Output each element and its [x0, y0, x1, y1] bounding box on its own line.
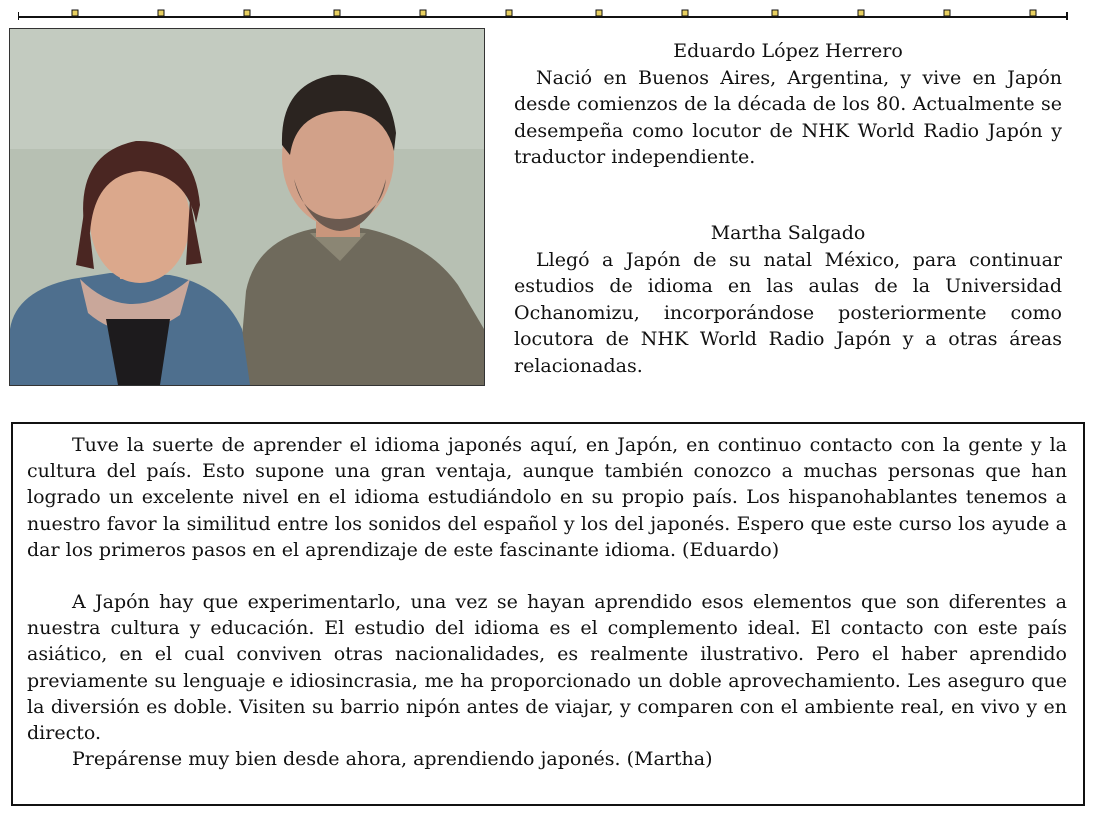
essay-paragraph-martha-closing: Prepárense muy bien desde ahora, aprendiendo japonés. (Martha) [72, 748, 713, 771]
essay-paragraph-martha: A Japón hay que experimentarlo, una vez se hayan aprendido esos elementos que son diferentes a nuestra cultura y educación. El estudio del idioma es el complemento ideal. El contacto con este país asiático, en el cual conviven otras nacionalidades, es realmente ilustrativo. Pero el haber aprendido previamente su lenguaje e idiosincrasia, me ha proporcionado un doble aprovechamiento. Les aseguro que la diversión es doble. Visiten su barrio nipón antes de viajar, y comparen con el ambiente real, en vivo y en directo. [27, 591, 1067, 745]
decorative-top-border [18, 8, 1068, 20]
profile-eduardo [514, 38, 1062, 171]
profile-bio: Nació en Buenos Aires, Argentina, y vive en Japón desde comienzos de la década de los 80. Actualmente se desempeña como locutor de NHK World Radio Japón y traductor independiente. [514, 66, 1062, 168]
profile-bio: Llegó a Japón de su natal México, para continuar estudios de idioma en las aulas de la Universidad Ochanomizu, incorporándose posteriormente como locutora de NHK World Radio Japón y a otras áreas relacionadas. [514, 248, 1062, 377]
paragraph-gap [27, 563, 1067, 589]
profile-martha [514, 220, 1062, 379]
essay-box [11, 422, 1085, 806]
profile-name: Martha Salgado [710, 222, 866, 244]
essay-paragraph-eduardo: Tuve la suerte de aprender el idioma japonés aquí, en Japón, en continuo contacto con la gente y la cultura del país. Esto supone una gran ventaja, aunque también conozco a muchas personas que han logrado un excelente nivel en el idioma estudiándolo en su propio país. Los hispanohablantes tenemos a nuestro favor la similitud entre los sonidos del español y los del japonés. Espero que este curso los ayude a dar los primeros pasos en el aprendizaje de este fascinante idioma. (Eduardo) [27, 434, 1067, 561]
portrait-photo [9, 28, 485, 386]
profile-name: Eduardo López Herrero [673, 40, 903, 62]
